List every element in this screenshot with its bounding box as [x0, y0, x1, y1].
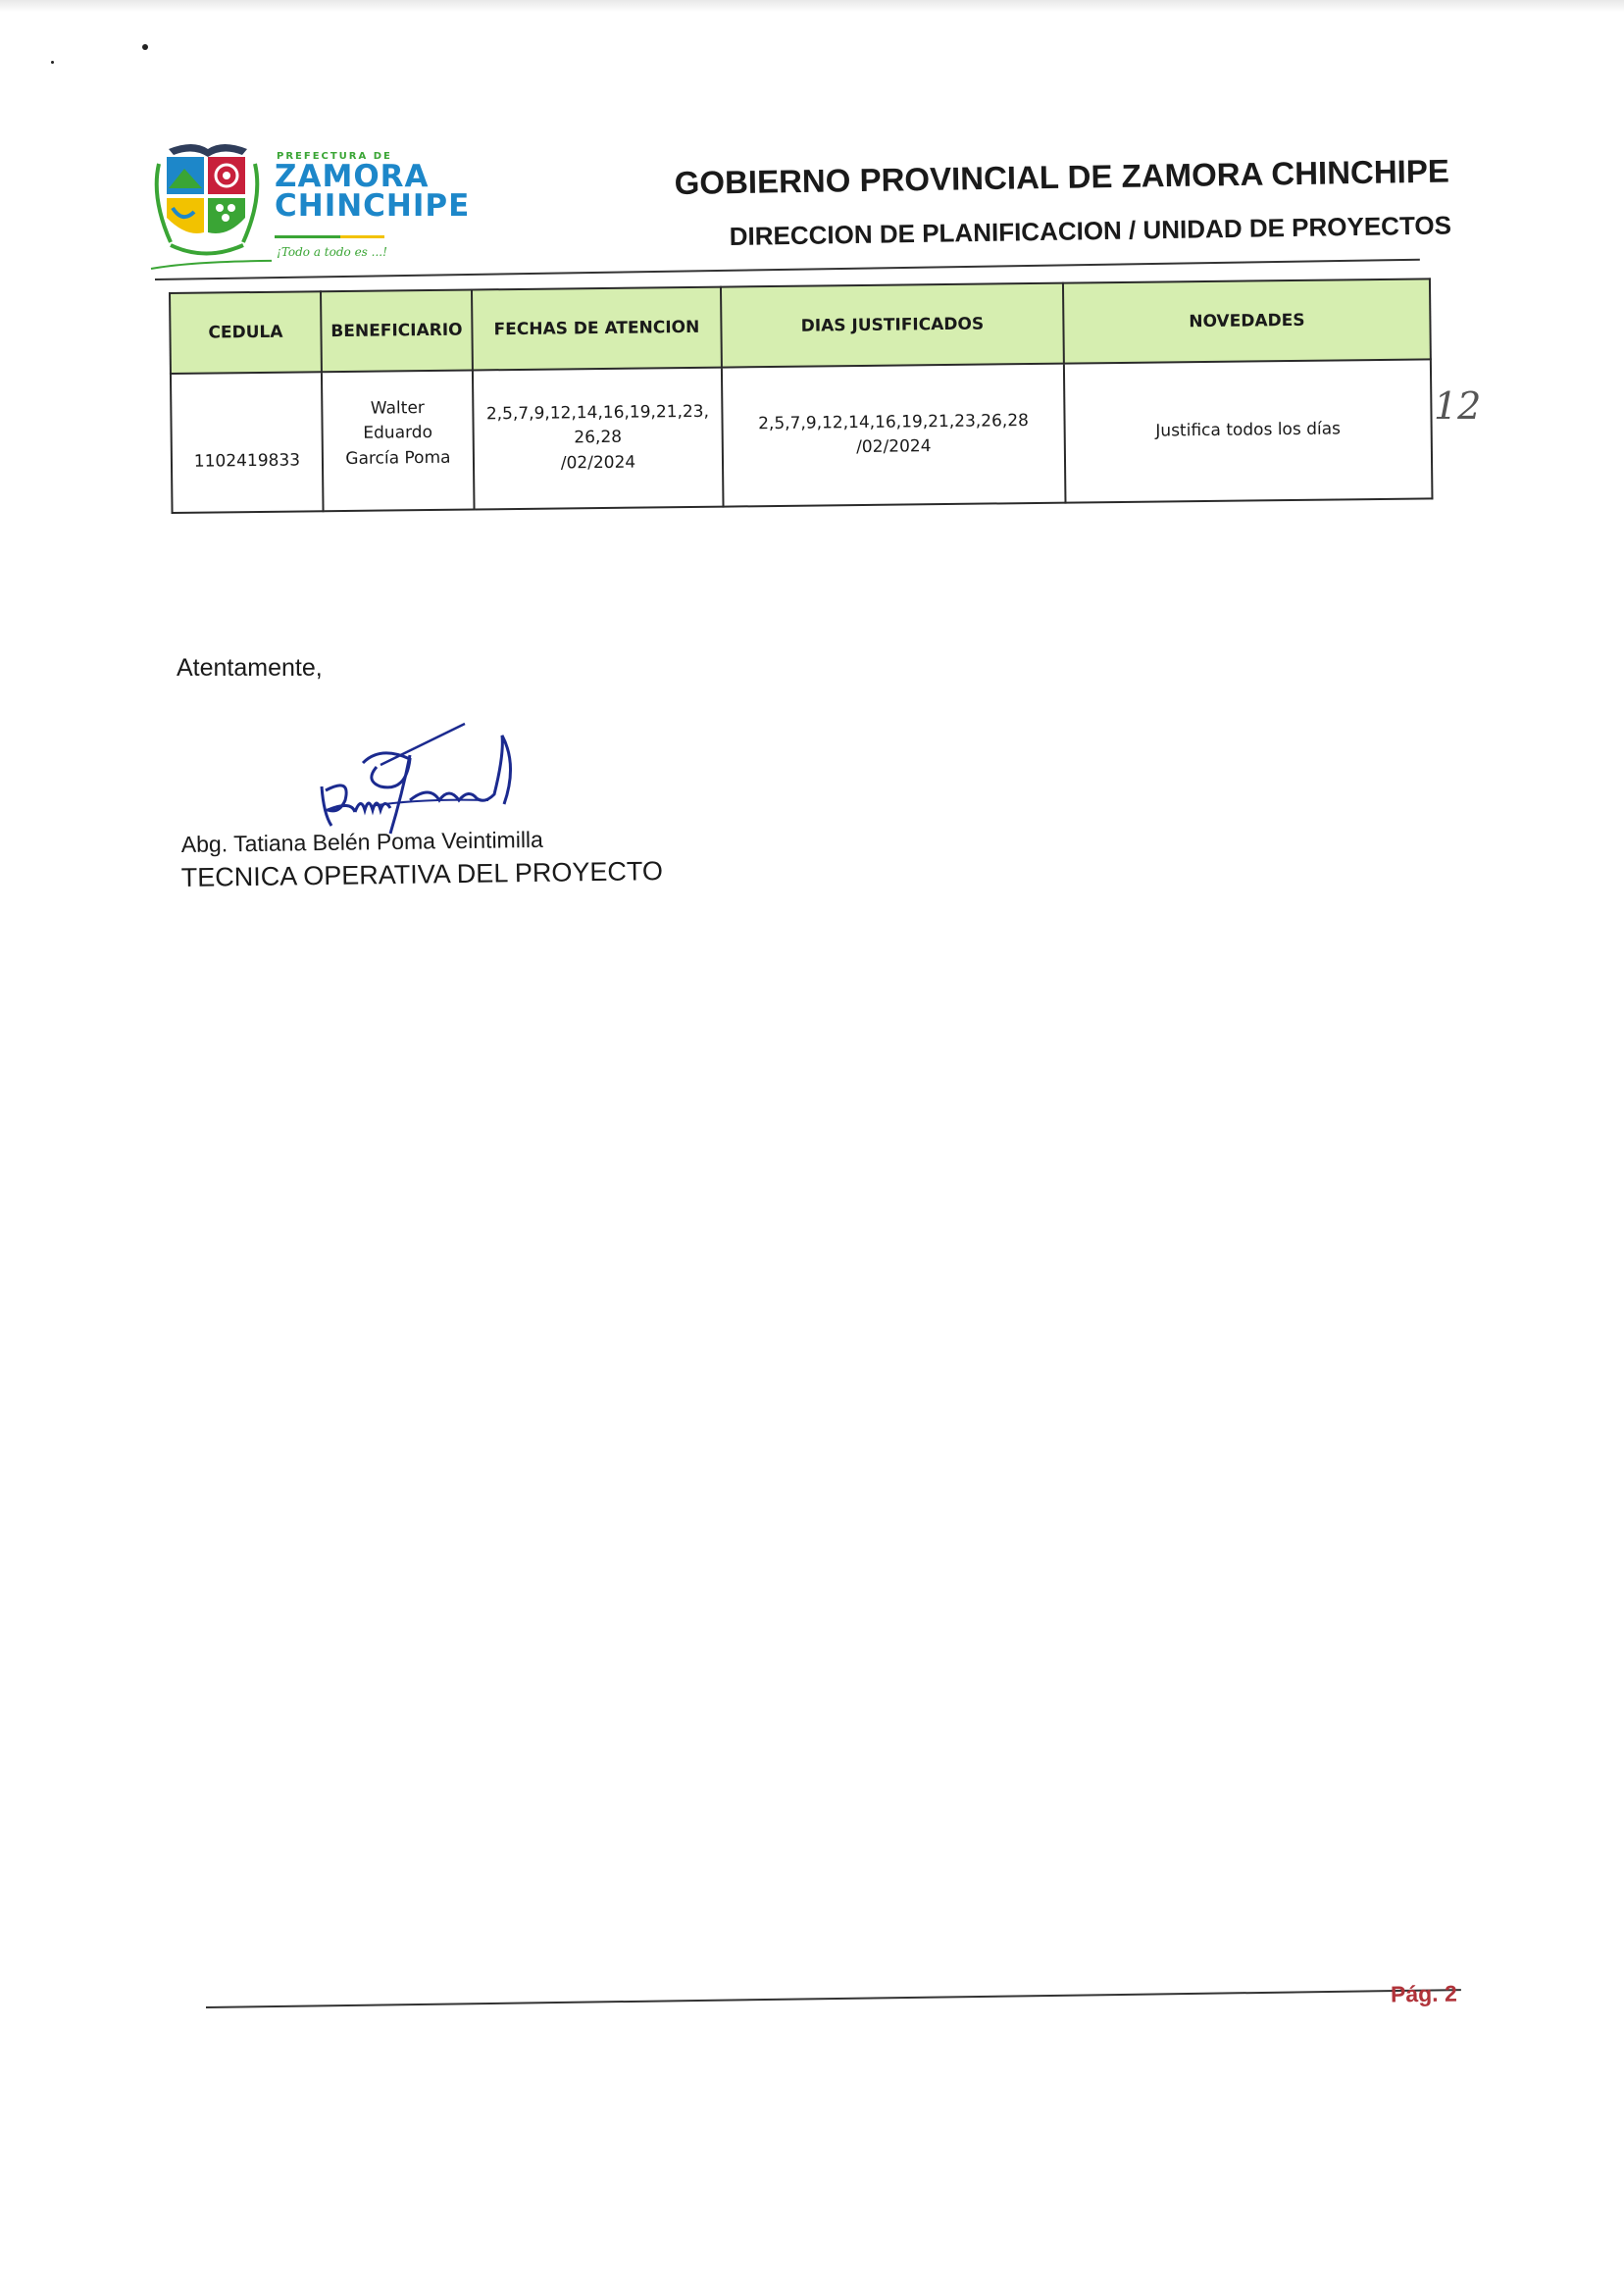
justification-table-wrapper — [169, 278, 1433, 514]
scan-speck — [51, 61, 54, 64]
logo-small-text: PREFECTURA DE — [277, 151, 392, 162]
cell-beneficiario — [322, 370, 475, 511]
beneficiario-line: Walter — [370, 397, 425, 419]
logo-word-chinchipe: CHINCHIPE — [275, 188, 471, 224]
header-title: GOBIERNO PROVINCIAL DE ZAMORA CHINCHIPE — [674, 152, 1450, 202]
closing-salutation: Atentamente, — [177, 654, 323, 682]
logo-slogan: ¡Todo a todo es ...! — [277, 245, 387, 259]
footer-divider — [206, 1989, 1461, 2008]
novedades-value: Justifica todos los días — [1155, 419, 1342, 441]
beneficiario-line: Eduardo — [363, 423, 433, 444]
signer-name: Abg. Tatiana Belén Poma Veintimilla — [180, 826, 544, 858]
cell-cedula — [171, 372, 324, 513]
cell-dias-justificados — [722, 364, 1066, 507]
page-number: Pág. 2 — [1390, 1980, 1457, 2007]
column-header-fechas-atencion: FECHAS DE ATENCION — [472, 287, 722, 371]
header-subtitle: DIRECCION DE PLANIFICACION / UNIDAD DE PROYECTOS — [729, 210, 1452, 252]
cell-novedades — [1064, 359, 1433, 502]
cell-fechas-atencion — [473, 368, 724, 510]
coat-of-arms-icon — [149, 139, 272, 277]
fechas-line: 26,28 — [574, 428, 623, 448]
fechas-line: /02/2024 — [560, 452, 636, 474]
scan-speck — [142, 44, 148, 50]
cedula-value: 1102419833 — [193, 450, 301, 472]
column-header-novedades: NOVEDADES — [1063, 279, 1431, 363]
column-header-cedula: CEDULA — [170, 291, 322, 374]
table-header-row — [170, 279, 1431, 374]
prefectura-logo — [149, 139, 471, 277]
logo-word-zamora: ZAMORA — [275, 159, 430, 194]
column-header-dias-justificados: DIAS JUSTIFICADOS — [721, 283, 1064, 368]
handwritten-margin-note: 12 — [1434, 384, 1482, 428]
signer-role: TECNICA OPERATIVA DEL PROYECTO — [180, 856, 664, 893]
table-row — [171, 359, 1433, 513]
justification-table — [169, 278, 1433, 514]
logo-divider — [275, 235, 384, 238]
column-header-beneficiario: BENEFICIARIO — [321, 289, 473, 372]
beneficiario-line: García Poma — [345, 447, 451, 469]
scan-edge — [0, 0, 1624, 12]
dias-line: 2,5,7,9,12,14,16,19,21,23,26,28 — [758, 410, 1030, 433]
fechas-line: 2,5,7,9,12,14,16,19,21,23, — [485, 401, 710, 425]
dias-line: /02/2024 — [856, 436, 932, 458]
